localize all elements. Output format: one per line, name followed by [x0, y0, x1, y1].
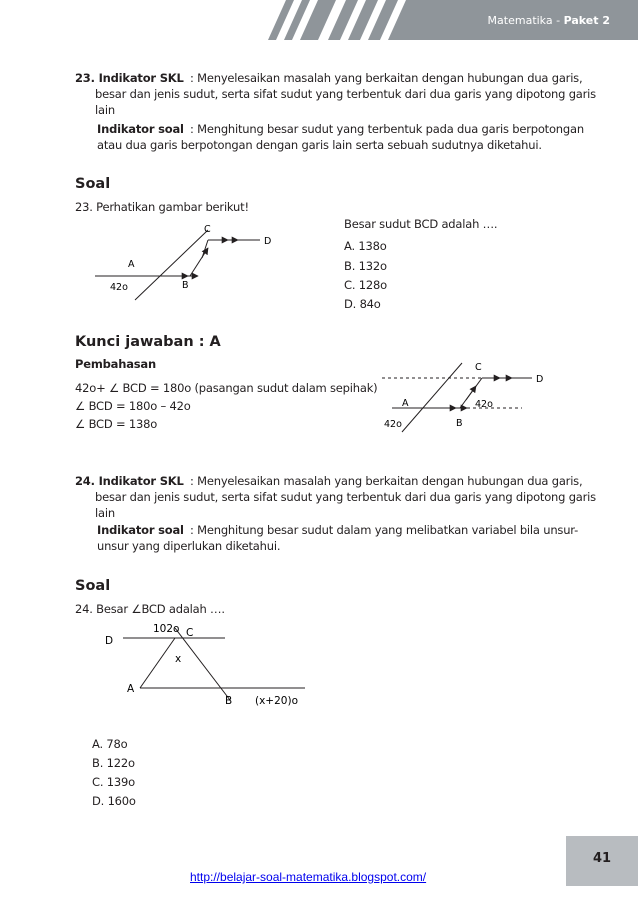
q24-label-c: C [186, 627, 194, 639]
q23-option-b: B. 132o [344, 259, 387, 273]
q23-step2: ∠ BCD = 180o – 42o [75, 399, 191, 413]
q23-soal-line2: atau dua garis berpotongan dengan garis lain serta sebuah sudutnya diketahui. [97, 138, 542, 152]
q23-sol-angle1: 42o [384, 419, 402, 430]
q24-line-a-up [140, 638, 175, 688]
q24-skl-line2: besar dan jenis sudut, serta sifat sudut yang terbentuk dari dua garis yang dipotong garis [95, 490, 596, 504]
q24-question: 24. Besar ∠BCD adalah …. [75, 602, 225, 616]
q23-skl-line3: lain [95, 103, 115, 117]
q23-label-a: A [128, 259, 135, 270]
footer-url-link[interactable]: http://belajar-soal-matematika.blogspot.com/ [190, 870, 427, 884]
q23-label-b: B [182, 280, 189, 291]
q23-sol-label-d: D [536, 374, 544, 385]
q23-sol-angle2: 42o [475, 399, 493, 410]
q23-option-d: D. 84o [344, 297, 381, 311]
q24-skl-label: 24. Indikator SKL [75, 474, 184, 488]
page-number: 41 [592, 851, 612, 866]
q23-sol-label-b: B [456, 418, 463, 429]
q24-label-d: D [105, 635, 114, 647]
q24-soal-line2: unsur yang diperlukan diketahui. [97, 539, 281, 553]
page-number-box [566, 836, 638, 886]
q23-sol-label-c: C [475, 362, 482, 373]
q23-kunci: Kunci jawaban : A [75, 334, 221, 350]
q24-angle-c: 102o [153, 623, 180, 635]
q24-soal-line1: : Menghitung besar sudut dalam yang melibatkan variabel bila unsur- [190, 523, 579, 537]
q23-prompt: Besar sudut BCD adalah …. [344, 217, 498, 231]
q24-figure [95, 618, 325, 718]
q23-skl-label: 23. Indikator SKL [75, 71, 184, 85]
q24-option-b: B. 122o [92, 756, 135, 770]
q23-skl-line1: : Menyelesaikan masalah yang berkaitan dengan hubungan dua garis, [190, 71, 583, 85]
q23-label-c: C [204, 224, 211, 235]
q23-label-angle: 42o [110, 282, 128, 293]
q24-skl-line3: lain [95, 506, 115, 520]
q23-sol-label-a: A [402, 398, 409, 409]
q23-option-a: A. 138o [344, 239, 387, 253]
q23-solution-figure [372, 358, 572, 434]
q23-step1: 42o+ ∠ BCD = 180o (pasangan sudut dalam sepihak) [75, 381, 378, 395]
q24-label-b: B [225, 695, 233, 707]
q24-skl-line1: : Menyelesaikan masalah yang berkaitan dengan hubungan dua garis, [190, 474, 583, 488]
q23-question: 23. Perhatikan gambar berikut! [75, 200, 249, 214]
q24-option-c: C. 139o [92, 775, 135, 789]
q23-option-c: C. 128o [344, 278, 387, 292]
q23-skl-line2: besar dan jenis sudut, serta sifat sudut yang terbentuk dari dua garis yang dipotong garis [95, 87, 596, 101]
q24-option-d: D. 160o [92, 794, 136, 808]
q24-transversal [175, 628, 230, 700]
q24-angle-b: (x+20)o [255, 695, 298, 707]
q23-label-d: D [264, 236, 272, 247]
q23-soal-label: Indikator soal [97, 122, 184, 136]
q24-label-x: x [175, 653, 182, 665]
q23-line-bc [190, 248, 208, 276]
q24-option-a: A. 78o [92, 737, 128, 751]
q23-section-title: Soal [75, 176, 111, 192]
header-title: Matematika - Paket 2 [487, 14, 610, 27]
q24-label-a: A [127, 683, 135, 695]
q23-soal-line1: : Menghitung besar sudut yang terbentuk pada dua garis berpotongan [190, 122, 584, 136]
q23-step3: ∠ BCD = 138o [75, 417, 158, 431]
q23-pembahasan: Pembahasan [75, 357, 156, 371]
q24-section-title: Soal [75, 578, 111, 594]
q24-soal-label: Indikator soal [97, 523, 184, 537]
q23-figure [90, 218, 330, 303]
